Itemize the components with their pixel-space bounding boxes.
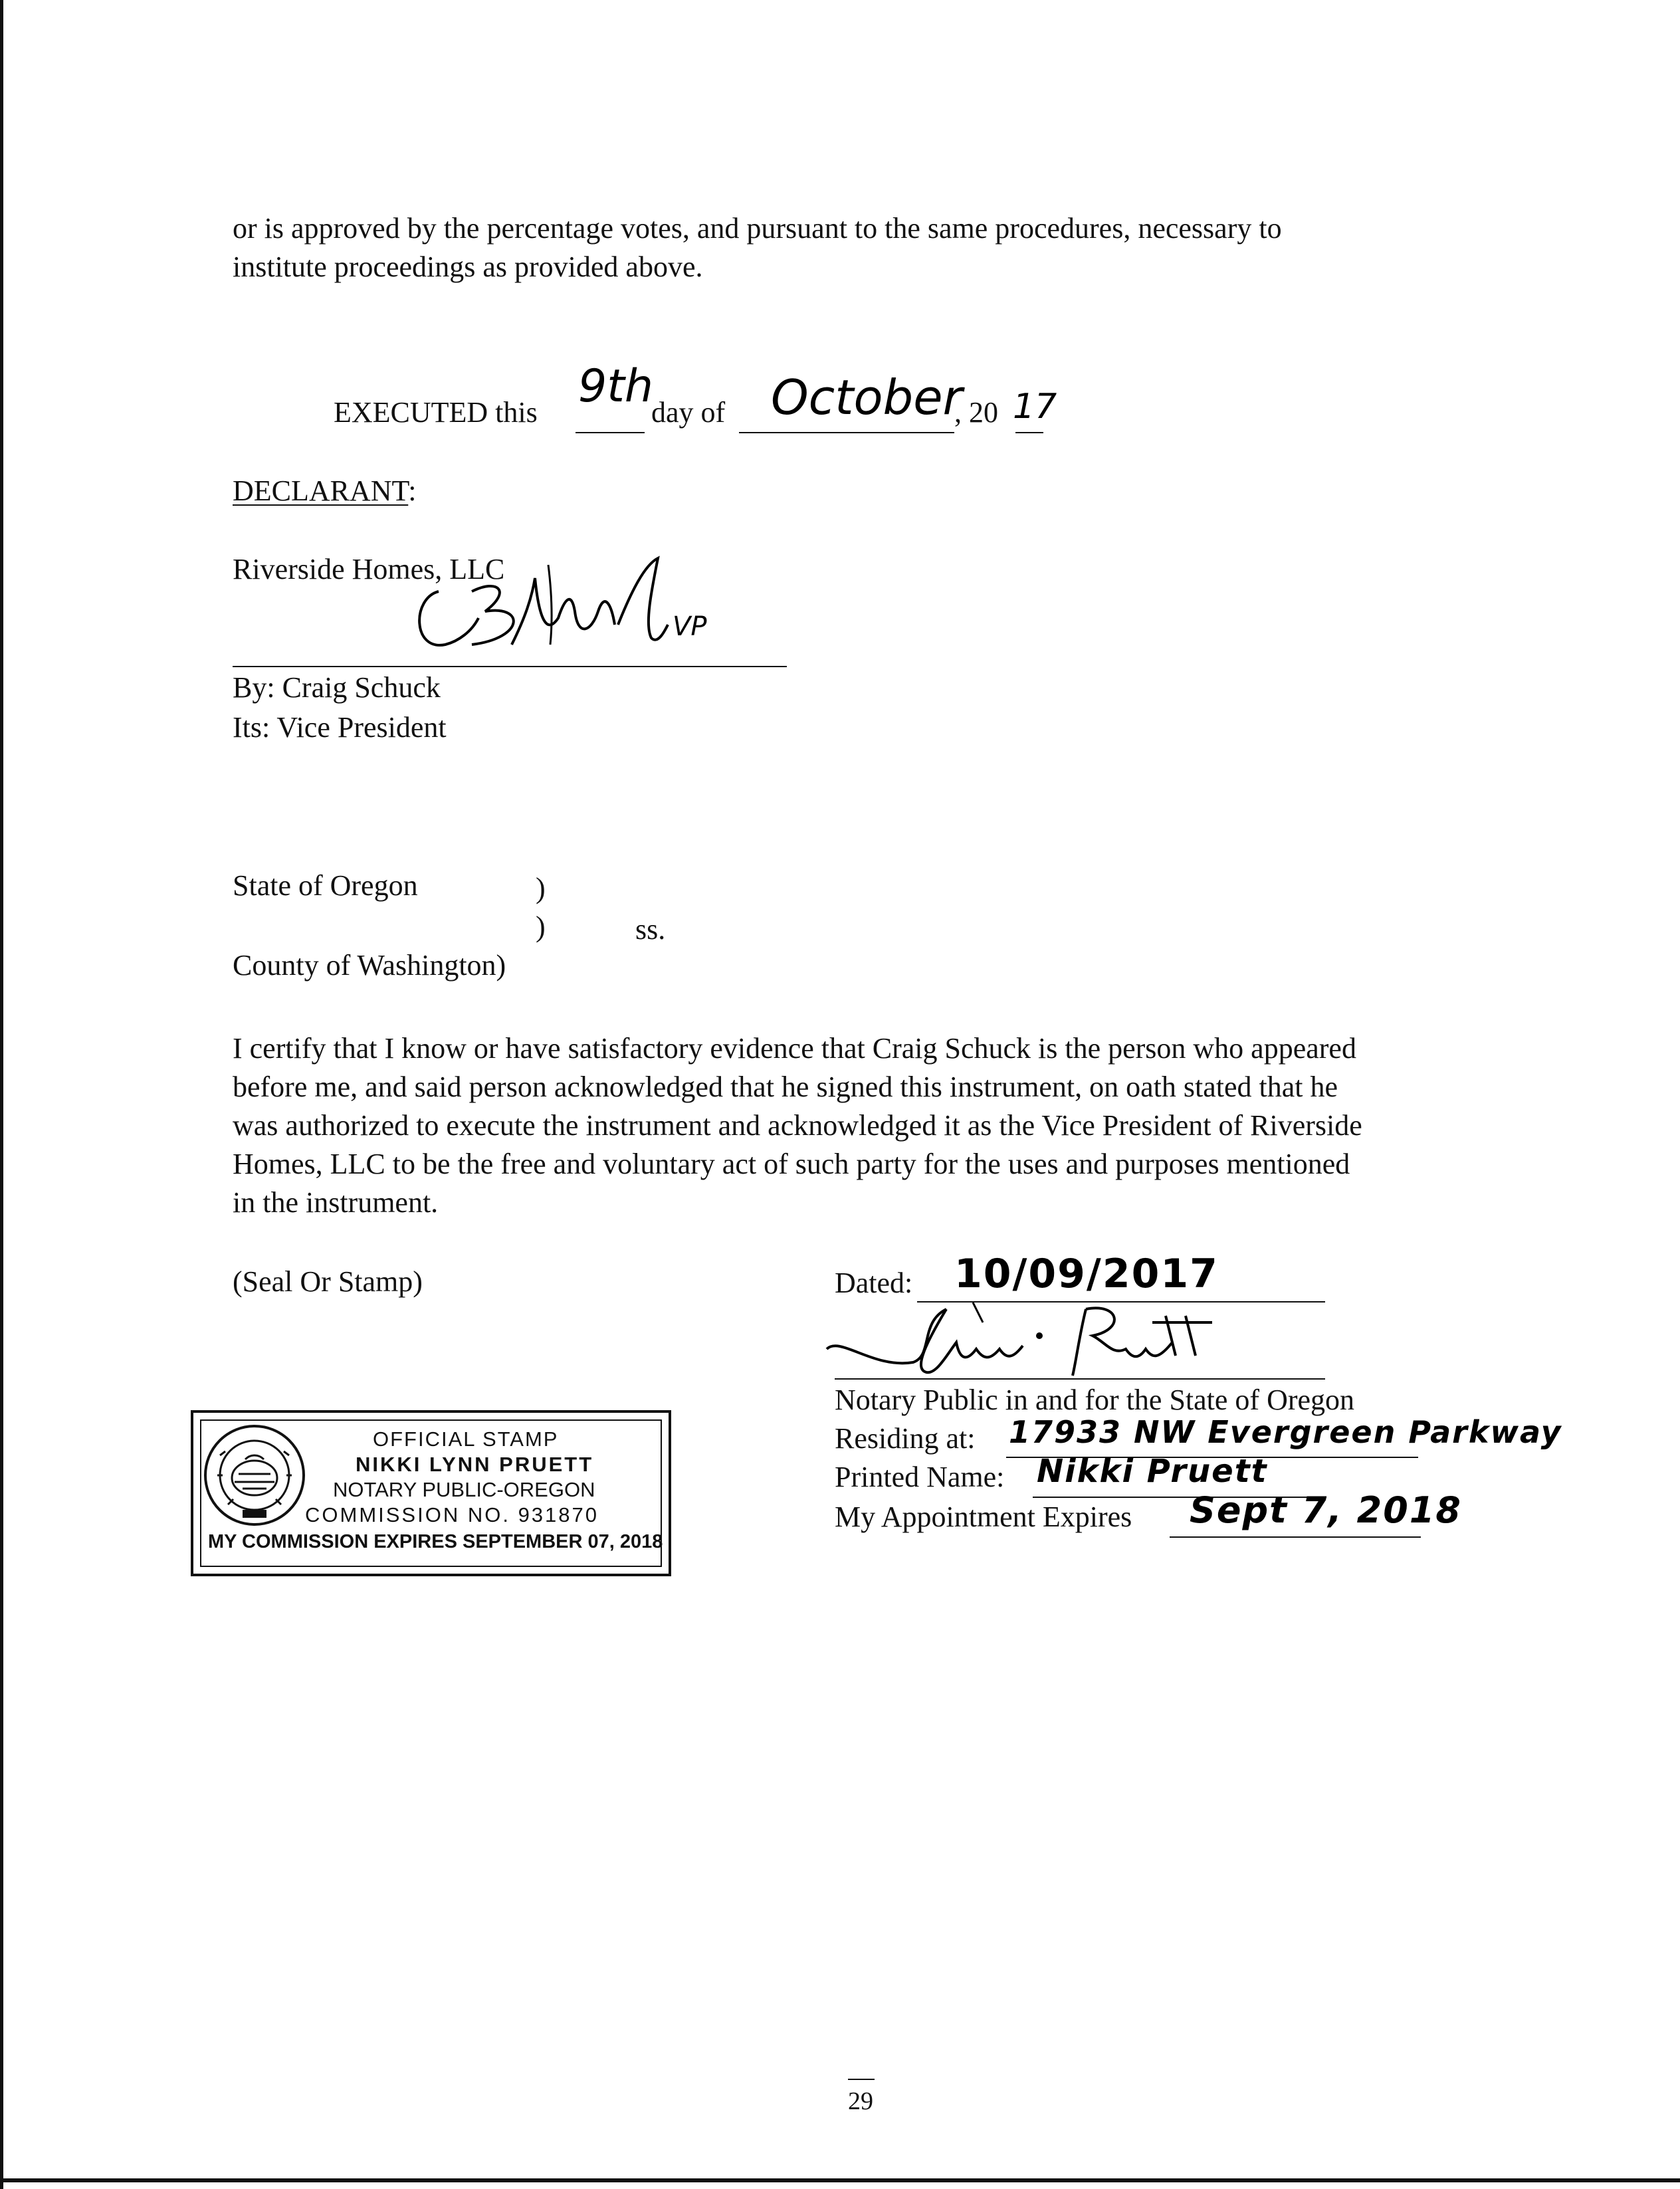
certification-line-4: Homes, LLC to be the free and voluntary act of such party for the uses and purposes mentioned	[233, 1148, 1350, 1180]
page-edge-left	[0, 0, 3, 2189]
stamp-notary-public: NOTARY PUBLIC-OREGON	[333, 1478, 595, 1501]
stamp-notary-name: NIKKI LYNN PRUETT	[356, 1453, 594, 1476]
stamp-commission-number: COMMISSION NO. 931870	[305, 1503, 599, 1526]
notary-dated-label: Dated:	[835, 1267, 913, 1299]
declarant-by: By: Craig Schuck	[233, 671, 441, 704]
intro-line-1: or is approved by the percentage votes, and pursuant to the same procedures, necessary to	[233, 212, 1282, 245]
certification-line-1: I certify that I know or have satisfactory evidence that Craig Schuck is the person who appeared	[233, 1032, 1356, 1065]
official-stamp	[191, 1410, 671, 1576]
stamp-title: OFFICIAL STAMP	[373, 1427, 559, 1451]
day-underline	[576, 432, 645, 433]
stamp-commission-expires: MY COMMISSION EXPIRES SEPTEMBER 07, 2018	[208, 1531, 663, 1552]
notary-title-line: Notary Public in and for the State of Oregon	[835, 1384, 1355, 1416]
notary-expires-label: My Appointment Expires	[835, 1501, 1132, 1533]
declarant-signature	[399, 552, 744, 665]
seal-or-stamp-label: (Seal Or Stamp)	[233, 1265, 423, 1298]
executed-month-handwritten: October	[771, 369, 963, 425]
intro-line-2: institute proceedings as provided above.	[233, 251, 703, 283]
declarant-its: Its: Vice President	[233, 711, 447, 744]
declarant-signature-suffix: VP	[673, 611, 707, 642]
venue-county: County of Washington)	[233, 949, 506, 982]
year-underline	[1015, 432, 1043, 433]
venue-state: State of Oregon	[233, 869, 418, 902]
page-number-bar	[848, 2079, 875, 2080]
notary-expires-value: Sept 7, 2018	[1190, 1489, 1462, 1531]
month-underline	[739, 432, 954, 433]
declarant-heading: DECLARANT:	[233, 474, 417, 507]
certification-line-5: in the instrument.	[233, 1186, 439, 1219]
page-edge-bottom	[0, 2178, 1680, 2182]
executed-year-handwritten: 17	[1013, 387, 1057, 427]
notary-dated-value: 10/09/2017	[954, 1251, 1219, 1297]
venue-paren-1: )	[536, 872, 546, 904]
notary-signature-line	[835, 1378, 1325, 1380]
executed-prefix: EXECUTED this	[334, 396, 538, 429]
executed-day-handwritten: 9th	[578, 360, 654, 413]
notary-residing-label: Residing at:	[835, 1422, 976, 1455]
declarant-company: Riverside Homes, LLC	[233, 553, 505, 585]
notary-printed-label: Printed Name:	[835, 1461, 1005, 1493]
certification-line-2: before me, and said person acknowledged that he signed this instrument, on oath stated that he	[233, 1071, 1338, 1103]
declarant-signature-line	[233, 666, 787, 667]
venue-ss: ss.	[635, 913, 666, 946]
state-seal-icon	[201, 1422, 308, 1528]
notary-printed-value: Nikki Pruett	[1037, 1453, 1268, 1490]
executed-year-prefix: , 20	[954, 396, 998, 429]
notary-residing-value: 17933 NW Evergreen Parkway	[1009, 1414, 1562, 1450]
executed-mid: day of	[651, 396, 726, 429]
venue-paren-2: )	[536, 910, 546, 943]
certification-line-3: was authorized to execute the instrument and acknowledged it as the Vice President of Riverside	[233, 1109, 1362, 1142]
page-number: 29	[848, 2087, 873, 2115]
notary-signature	[813, 1296, 1279, 1382]
